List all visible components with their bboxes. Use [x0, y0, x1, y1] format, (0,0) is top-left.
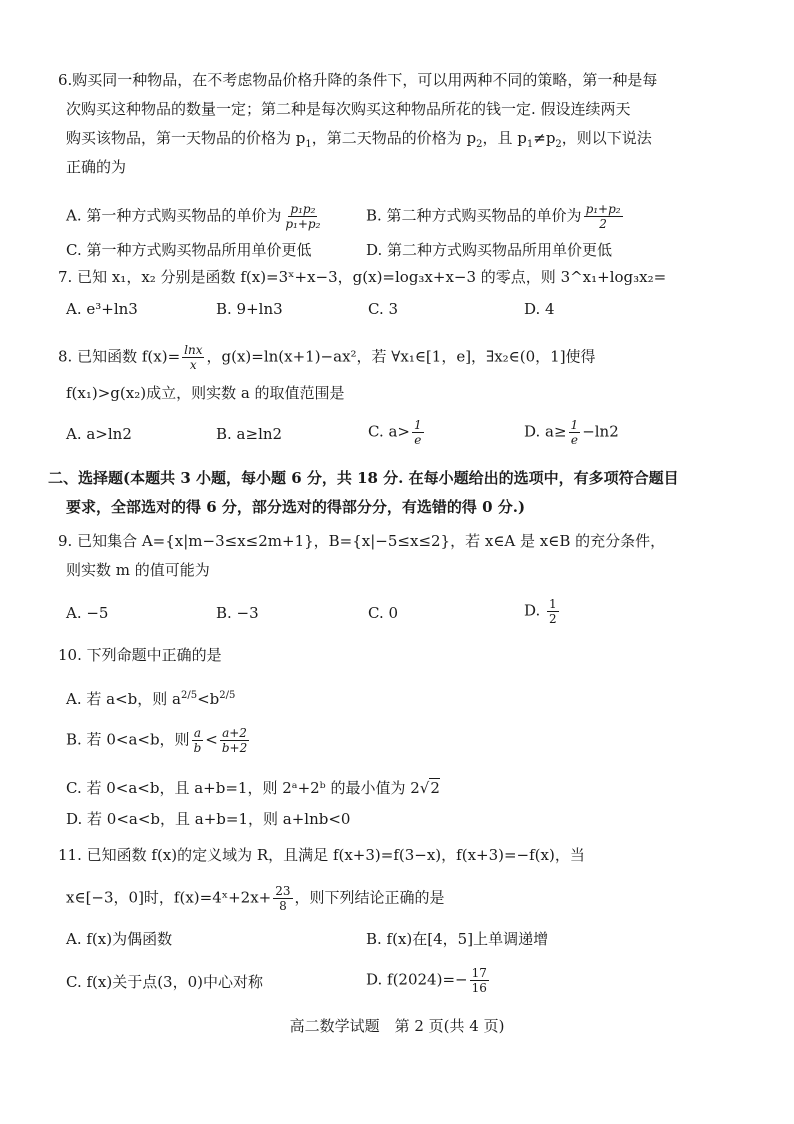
- q10-option-c: C. 若 0<a<b，且 a+b=1，则 2ᵃ+2ᵇ 的最小值为 2√2: [66, 779, 440, 797]
- q9-option-b: B. −3: [216, 604, 259, 622]
- section-2-instructions: 要求，全部选对的得 6 分，部分选对的得部分分，有选错的得 0 分.): [66, 498, 526, 516]
- page-footer: 高二数学试题 第 2 页(共 4 页): [289, 1017, 505, 1035]
- q7-option-d: D. 4: [524, 300, 555, 318]
- q8-option-d: D. a≥ $\frac{1}{e}$ −ln2: [524, 418, 619, 447]
- q6-option-d: D. 第二种方式购买物品所用单价更低: [366, 241, 613, 259]
- q6-option-a: A. 第一种方式购买物品的单价为 $\frac{\text{p₁p₂}}{\text{p₁+p₂}}$: [66, 202, 321, 231]
- q10-option-a: A. 若 a<b，则 $a^{2/5}<b^{2/5}$: [66, 690, 236, 708]
- q9-option-d: D. $\frac{1}{2}$: [524, 597, 557, 626]
- q10-option-b: B. 若 0<a<b，则 $\frac{a}{b}$ < $\frac{a+2}{b+2}$: [66, 726, 248, 755]
- q6-line2: 次购买这种物品的数量一定；第二种是每次购买这种物品所花的钱一定. 假设连续两天: [66, 100, 631, 118]
- q9-stem: 9. 已知集合 A={x|m−3≤x≤2m+1}，B={x|−5≤x≤2}，若 x∈A 是 x∈B 的充分条件，: [58, 532, 666, 550]
- q8-option-b: B. a≥ln2: [216, 425, 283, 443]
- q10-option-d: D. 若 0<a<b，且 a+b=1，则 a+lnb<0: [66, 810, 351, 828]
- q11-option-c: C. f(x)关于点(3，0)中心对称: [66, 973, 263, 991]
- q6-line1: 6.购买同一种物品，在不考虑物品价格升降的条件下，可以用两种不同的策略，第一种是每: [58, 71, 658, 89]
- q8-option-a: A. a>ln2: [66, 425, 132, 443]
- q8-option-c: C. a> $\frac{1}{e}$: [368, 418, 422, 447]
- q11-option-b: B. f(x)在[4，5]上单调递增: [366, 930, 549, 948]
- q8-stem: 8. 已知函数 f(x)= $\frac{\ln x}{x}$ ，g(x)=ln(x+1)−ax²，若 ∀x₁∈[1，e]，∃x₂∈(0，1]使得: [58, 343, 596, 372]
- q9-line2: 则实数 m 的值可能为: [66, 561, 210, 579]
- q11-stem: 11. 已知函数 f(x)的定义域为 R，且满足 f(x+3)=f(3−x)，f(x+3)=−f(x)，当: [58, 846, 585, 864]
- q6-line4: 正确的为: [66, 158, 127, 176]
- q8-line2: f(x₁)>g(x₂)成立，则实数 a 的取值范围是: [66, 384, 345, 402]
- q6-option-b: B. 第二种方式购买物品的单价为 $\frac{\text{p₁+p₂}}{2}$: [366, 202, 621, 231]
- q7-option-a: A. e³+ln3: [66, 300, 138, 318]
- q11-option-a: A. f(x)为偶函数: [66, 930, 173, 948]
- q9-option-a: A. −5: [66, 604, 109, 622]
- q6-option-c: C. 第一种方式购买物品所用单价更低: [66, 241, 312, 259]
- q6-line3: 购买该物品，第一天物品的价格为 $p_1$，第二天物品的价格为 $p_2$，且 $p_1\ne p_2$，则以下说法: [66, 129, 652, 150]
- q11-option-d: D. f(2024)=− $\frac{17}{16}$: [366, 966, 487, 995]
- q10-stem: 10. 下列命题中正确的是: [58, 646, 222, 664]
- q9-option-c: C. 0: [368, 604, 399, 622]
- q7-option-b: B. 9+ln3: [216, 300, 283, 318]
- q7-option-c: C. 3: [368, 300, 399, 318]
- q7-stem: 7. 已知 x₁，x₂ 分别是函数 f(x)=3ˣ+x−3，g(x)=log₃x+x−3 的零点，则 3^x₁+log₃x₂=: [58, 268, 667, 286]
- section-2-heading: 二、选择题(本题共 3 小题，每小题 6 分，共 18 分. 在每小题给出的选项中，有多项符合题目: [48, 469, 679, 487]
- q11-line2: x∈[−3，0]时，f(x)=4ˣ+2x+ $\frac{23}{8}$ ，则下列结论正确的是: [66, 884, 445, 913]
